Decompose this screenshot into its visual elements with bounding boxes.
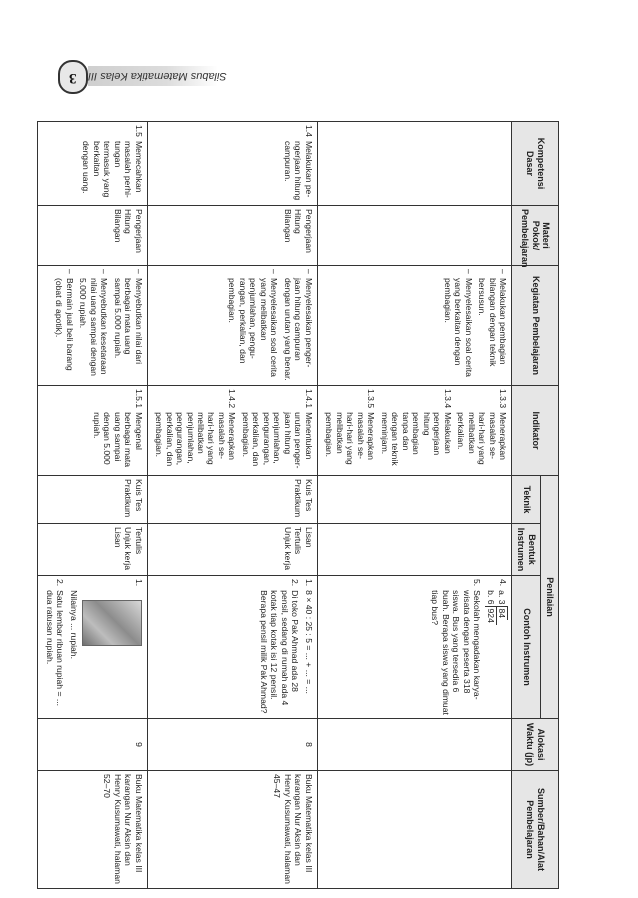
row2-contoh (147, 576, 317, 719)
example-item: 2. Di toko Pak Ahmad ada 28 pensil, sedang di rumah ada 4 kotak tiap kotak isi 12 pensil. Berapa pensil milik Pak Ahmad? (258, 579, 301, 714)
row3-sumber: Buku Matematika kelas III karangan Nur Aksin dan Henry Kusumawati, halaman 52–70 (38, 771, 147, 889)
row2-teknik: Kuis Tes Praktikum (147, 476, 317, 524)
table-row (38, 122, 147, 889)
list-item: – Menyelesaikan soal cerita yang melibatkan penjumlahan, pengu-rangan, perkalian, dan pembagian. (227, 269, 279, 382)
row2-sumber: Buku Matematika kelas III karangan Nur Aksin dan Henry Kusumawati, halaman 45–47 (147, 771, 317, 889)
example-item: 5. Sekolah mengadakan karya-wisata dengan peserta 318 siswa. Bus yang tersedia 6 buah. Berapa siswa yang dimuat tiap bus? (430, 579, 483, 715)
example-item: 2. Satu lembar ribuan rupiah = ... dua ratusan rupiah. (44, 579, 66, 707)
header-kompetensi: Kompetensi Dasar (512, 122, 559, 206)
row3-contoh (38, 576, 147, 719)
example-item: 4. a. 384 b. 6924 (485, 579, 509, 623)
header-kegiatan: Kegiatan Pembelajaran (512, 266, 559, 386)
row1-bentuk (317, 524, 511, 576)
list-item: – Menyelesaikan soal cerita yang berkaitan dengan pembagian. (442, 269, 473, 382)
indicator-item: 1.3.3 Menerapkan masalah se-hari-hari yang melibatkan perkalian. (456, 389, 509, 465)
table-row (317, 122, 511, 889)
row1-sumber (317, 771, 511, 889)
indicator-item: 1.3.4 Melakukan pengerjaan hitung pembagian tanpa dan dengan teknik meminjam. (379, 389, 453, 466)
page-header (52, 60, 227, 92)
table-row (147, 122, 317, 889)
row2-alokasi: 8 (147, 719, 317, 771)
header-contoh: Contoh Instrumen (512, 576, 541, 719)
row1-contoh (317, 576, 511, 719)
page-number-badge (58, 60, 88, 94)
indicator-item: 1.4.2 Menerapkan masalah se-hari-hari yang melibatkan penjumlahan, pengurangan, perkalian, dan pembagian. (154, 389, 238, 467)
header-penilaian: Penilaian (541, 476, 559, 719)
header-bentuk: Bentuk Instrumen (512, 524, 541, 576)
indicator-item: 1.5.1 Mengenal berbagai mata uang sampai dengan 5.000 rupiah. (91, 389, 144, 468)
header-indikator: Indikator (512, 386, 559, 476)
row2-kompetensi: 1.4 Melakukan pe-ngerjaan hitung campuran. (147, 122, 317, 206)
header-alokasi: Alokasi Waktu (jp) (512, 719, 559, 771)
syllabus-table-rotated (44, 121, 559, 888)
row2-bentuk: Lisan Tertulis Unjuk kerja (147, 524, 317, 576)
header-sumber: Sumber/Bahan/Alat Pembelajaran (512, 771, 559, 889)
row3-alokasi: 9 (38, 719, 147, 771)
row3-teknik: Kuis Tes Praktikum (38, 476, 147, 524)
list-item: – Menyebutkan kesetaraan nilai uang sampai dengan 5.000 rupiah. (78, 269, 109, 382)
header-materi: Materi Pokok/ Pembelajaran (512, 206, 559, 266)
row3-bentuk: Tertulis Unjuk kerja Lisan (38, 524, 147, 576)
row3-kompetensi: 1.5 Memecahkan masalah perhi-tungan termasuk yang berkaitan dengan uang. (38, 122, 147, 206)
list-item: – Menyebutkan nilai dari berbagai mata uang sampai 5.000 rupiah. (112, 269, 143, 382)
row3-indikator (38, 386, 147, 476)
row2-materi: Pengerjaan Hitung Bilangan (147, 206, 317, 266)
list-item: – Bermain jual beli barang (obat di apotik). (54, 269, 75, 382)
long-division-bracket: 924 (485, 606, 496, 625)
row1-kompetensi (317, 122, 511, 206)
banknote-photo (82, 600, 142, 646)
running-title-band (88, 66, 227, 86)
list-item: – Menyelesaikan penger-jaan hitung campuran dengan urutan yang benar. (282, 269, 313, 382)
example-item: 1. Nilainya ... rupiah. (68, 579, 144, 659)
running-title: Silabus Matematika Kelas III (88, 70, 227, 82)
indicator-item: 1.3.5 Menerapkan masalah se-hari-hari yang melibatkan pembagian. (324, 389, 377, 465)
list-item: – Melakukan pembagian bilangan dengan teknik bersusun. (477, 269, 508, 382)
row3-materi: Pengerjaan Hitung Bilangan (38, 206, 147, 266)
row3-kegiatan (38, 266, 147, 386)
example-item: 1. 8 × 40 : 25 : 5 = ... + ... = ... (303, 579, 314, 694)
page-number: 3 (69, 69, 77, 86)
indicator-item: 1.4.1 Menentukan urutan penger-jaan hitung penjumlahan, pengurangan, perkalian, dan pembagian. (240, 389, 314, 469)
row2-indikator (147, 386, 317, 476)
header-teknik: Teknik (512, 476, 541, 524)
row1-alokasi (317, 719, 511, 771)
row1-materi (317, 206, 511, 266)
row2-kegiatan (147, 266, 317, 386)
row1-indikator (317, 386, 511, 476)
row1-kegiatan (317, 266, 511, 386)
long-division-bracket: 84 (497, 606, 508, 621)
row1-teknik (317, 476, 511, 524)
header-row (541, 122, 559, 889)
syllabus-table (37, 121, 559, 889)
